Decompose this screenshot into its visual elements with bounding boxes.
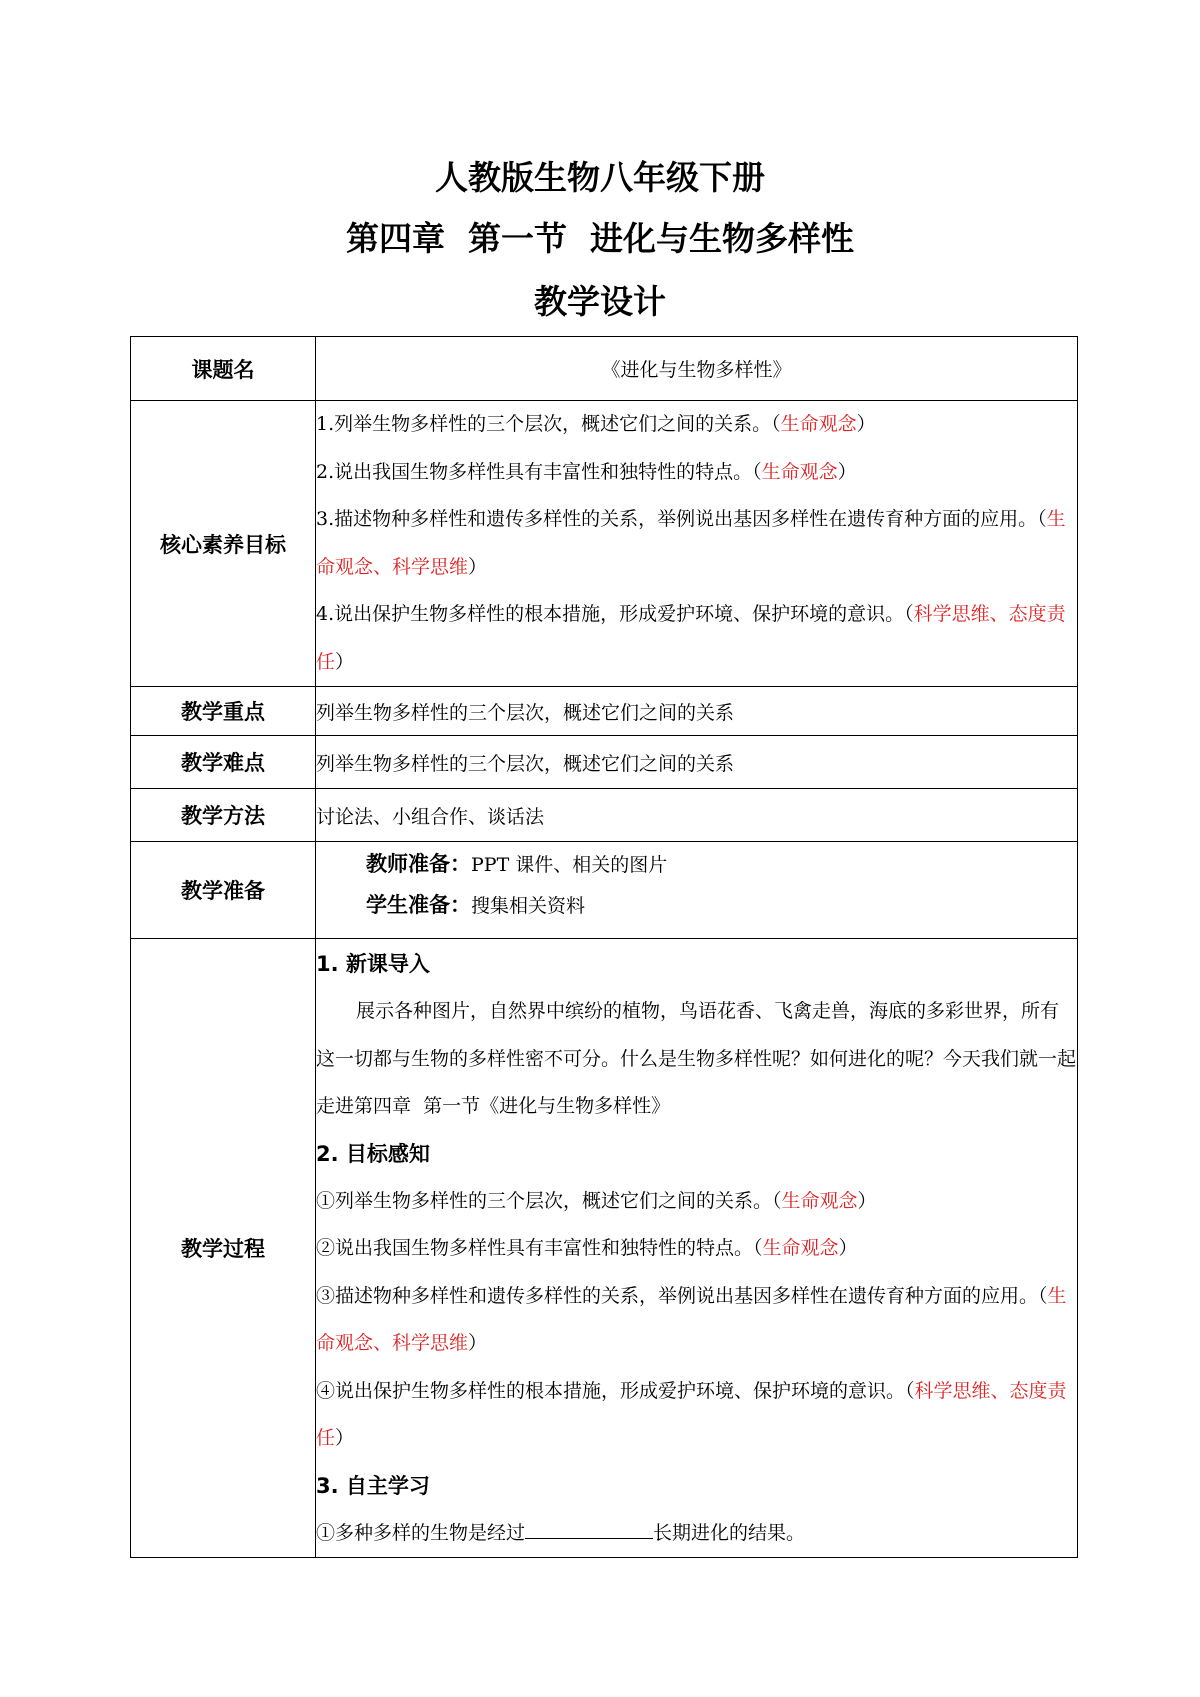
- goal-item: 4.说出保护生物多样性的根本措施，形成爱护环境、保护环境的意识。（科学思维、态度责任）: [316, 603, 1066, 673]
- label-difficulty: 教学难点: [131, 736, 316, 789]
- row-method: [131, 789, 1078, 842]
- label-topic: 课题名: [131, 337, 316, 401]
- section-selfstudy-title: 3. 自主学习: [316, 1473, 430, 1498]
- value-topic: 《进化与生物多样性》: [316, 337, 1078, 401]
- label-prep: 教学准备: [131, 842, 316, 939]
- process-goal-item: ③描述物种多样性和遗传多样性的关系，举例说出基因多样性在遗传育种方面的应用。（生命观念、科学思维）: [316, 1284, 1067, 1354]
- row-goals: [131, 401, 1078, 687]
- fill-in-blank[interactable]: [525, 1518, 653, 1539]
- label-goals: 核心素养目标: [131, 401, 316, 687]
- section-intro-text: 展示各种图片，自然界中缤纷的植物，鸟语花香、飞禽走兽，海底的多彩世界，所有这一切都与生物的多样性密不可分。什么是生物多样性呢？如何进化的呢？今天我们就一起走进第四章 第一节《进化与生物多样性》: [316, 1000, 1077, 1117]
- value-prep: [316, 842, 1078, 939]
- goal-item: 2.说出我国生物多样性具有丰富性和独特性的特点。（生命观念）: [316, 460, 857, 483]
- student-prep: 学生准备：搜集相关资料: [366, 893, 586, 917]
- value-difficulty: 列举生物多样性的三个层次，概述它们之间的关系: [316, 736, 1078, 789]
- row-process: [131, 939, 1078, 1558]
- process-goal-item: ②说出我国生物多样性具有丰富性和独特性的特点。（生命观念）: [316, 1237, 858, 1259]
- doc-title-line1: 人教版生物八年级下册: [435, 158, 765, 197]
- value-process: [316, 939, 1078, 1558]
- label-process: 教学过程: [131, 939, 316, 1558]
- doc-title-line3: 教学设计: [534, 282, 666, 321]
- section-intro-title: 1. 新课导入: [316, 952, 430, 976]
- section-goals-title: 2. 目标感知: [316, 1141, 430, 1166]
- goal-item: 3.描述物种多样性和遗传多样性的关系，举例说出基因多样性在遗传育种方面的应用。（生命观念、科学思维）: [316, 508, 1066, 578]
- process-goal-item: ④说出保护生物多样性的根本措施，形成爱护环境、保护环境的意识。（科学思维、态度责任）: [316, 1379, 1067, 1449]
- selfstudy-question: ①多种多样的生物是经过 长期进化的结果。: [316, 1510, 1077, 1558]
- teacher-prep: 教师准备：PPT 课件、相关的图片: [366, 852, 668, 876]
- value-goals: [316, 401, 1078, 687]
- doc-title-line2: 第四章 第一节 进化与生物多样性: [346, 219, 854, 258]
- row-difficulty: [131, 736, 1078, 789]
- label-focus: 教学重点: [131, 687, 316, 736]
- goal-item: 1.列举生物多样性的三个层次，概述它们之间的关系。（生命观念）: [316, 413, 876, 435]
- value-focus: 列举生物多样性的三个层次，概述它们之间的关系: [316, 687, 1078, 736]
- lesson-plan-table: [130, 336, 1078, 1558]
- process-goal-item: ①列举生物多样性的三个层次，概述它们之间的关系。（生命观念）: [316, 1189, 877, 1212]
- row-focus: [131, 687, 1078, 736]
- row-topic: [131, 337, 1078, 401]
- row-prep: [131, 842, 1078, 939]
- label-method: 教学方法: [131, 789, 316, 842]
- value-method: 讨论法、小组合作、谈话法: [316, 789, 1078, 842]
